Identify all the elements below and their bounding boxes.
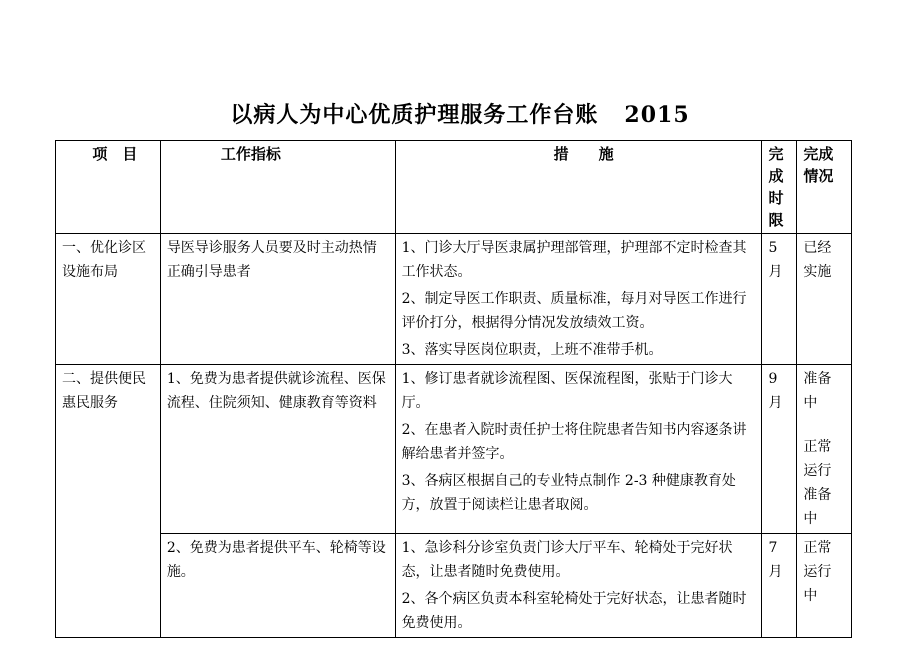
row-indicator: 导医导诊服务人员要及时主动热情正确引导患者 <box>160 234 395 365</box>
row-deadline: 7月 <box>762 534 797 638</box>
header-row <box>56 141 852 234</box>
row-measures <box>395 365 762 534</box>
status-text: 已经实施 <box>803 240 832 280</box>
row-measures <box>395 234 762 365</box>
row-item: 一、优化诊区设施布局 <box>56 234 161 365</box>
header-indicator: 工作指标 <box>160 141 395 234</box>
table-row <box>56 234 852 365</box>
row-indicator: 2、免费为患者提供平车、轮椅等设施。 <box>160 534 395 638</box>
header-deadline: 完成时限 <box>762 141 797 234</box>
document-title <box>0 98 920 129</box>
title-year: 2015 <box>624 102 690 128</box>
row-status <box>797 534 852 638</box>
measure-line: 2、制定导医工作职责、质量标准，每月对导医工作进行评价打分，根据得分情况发放绩效工资。 <box>401 291 747 331</box>
title-text: 以病人为中心优质护理服务工作台账 <box>230 102 599 128</box>
row-status <box>797 365 852 534</box>
measure-line: 1、急诊科分诊室负责门诊大厅平车、轮椅处于完好状态，让患者随时免费使用。 <box>401 540 733 580</box>
header-item: 项 目 <box>56 141 161 234</box>
status-text: 准备中 <box>803 371 832 411</box>
row-indicator: 1、免费为患者提供就诊流程、医保流程、住院须知、健康教育等资料 <box>160 365 395 534</box>
status-text: 正常运行中 <box>803 540 832 604</box>
ledger-table <box>55 140 852 638</box>
measure-line: 3、落实导医岗位职责，上班不准带手机。 <box>401 342 663 358</box>
status-text: 正常运行 <box>803 439 832 479</box>
measure-line: 1、门诊大厅导医隶属护理部管理，护理部不定时检查其工作状态。 <box>401 240 747 280</box>
measure-line: 2、在患者入院时责任护士将住院患者告知书内容逐条讲解给患者并签字。 <box>401 422 747 462</box>
measure-line: 3、各病区根据自己的专业特点制作 2-3 种健康教育处方，放置于阅读栏让患者取阅。 <box>401 473 736 513</box>
row-item: 二、提供便民惠民服务 <box>56 365 161 638</box>
header-status: 完成情况 <box>797 141 852 234</box>
row-status <box>797 234 852 365</box>
measure-line: 2、各个病区负责本科室轮椅处于完好状态，让患者随时免费使用。 <box>401 591 747 631</box>
header-measures: 措 施 <box>395 141 762 234</box>
row-deadline: 5月 <box>762 234 797 365</box>
table-row <box>56 534 852 638</box>
measure-line: 1、修订患者就诊流程图、医保流程图，张贴于门诊大厅。 <box>401 371 733 411</box>
row-measures <box>395 534 762 638</box>
row-deadline: 9月 <box>762 365 797 534</box>
status-text: 准备中 <box>803 487 832 527</box>
table-row <box>56 365 852 534</box>
